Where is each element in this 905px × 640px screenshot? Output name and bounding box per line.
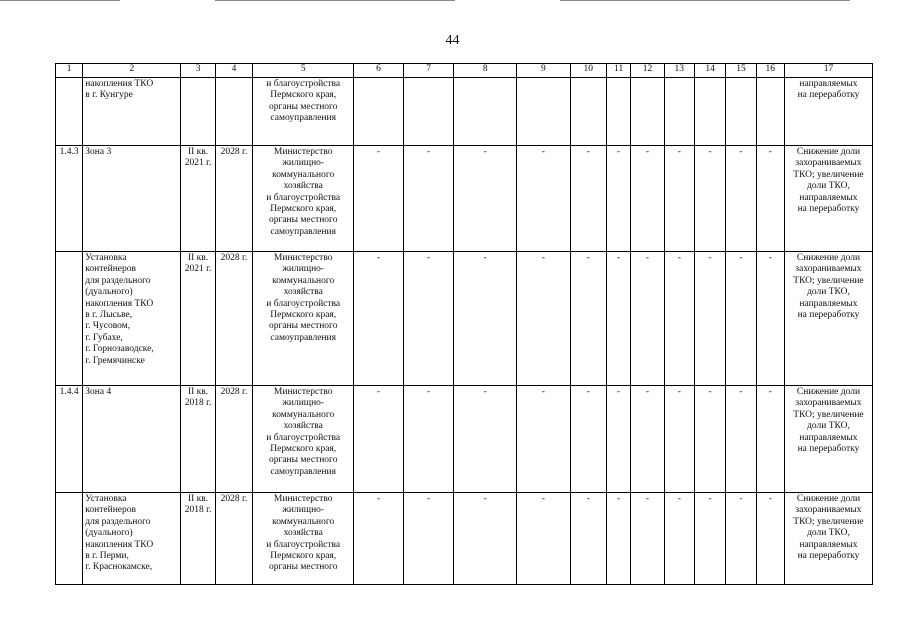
expected-result-cell-line: на переработку: [797, 310, 860, 321]
start-period-cell-line: II кв.: [187, 387, 209, 397]
expected-result-cell-line: Снижение доли: [796, 147, 861, 157]
responsible-cell: [253, 146, 354, 252]
page-number: 44: [445, 33, 460, 48]
value-cell-col-8: -: [454, 386, 517, 493]
start-period-cell-line: II кв.: [187, 253, 209, 263]
start-period-cell: [181, 146, 215, 252]
value-cell-col-7: -: [403, 146, 454, 252]
responsible-cell-line: Министерство: [273, 387, 333, 397]
value-cell-col-6: -: [354, 493, 404, 585]
column-number-row: [56, 64, 873, 78]
responsible-cell-line: самоуправления: [270, 226, 337, 237]
table-row: [56, 252, 873, 386]
start-period-cell-line: 2021 г.: [184, 264, 212, 275]
responsible-cell-line: Министерство: [273, 253, 333, 263]
expected-result-cell-line: направляемых: [799, 432, 858, 443]
responsible-cell-line: органы местного: [268, 321, 338, 332]
column-number-1: 1: [56, 64, 83, 78]
measure-name-cell-line: контейнеров: [85, 264, 137, 275]
responsible-cell-line: жилищно-: [282, 264, 325, 275]
end-year-cell: 2028 г.: [215, 146, 252, 252]
value-cell-col-12: -: [631, 493, 664, 585]
value-cell-col-15: -: [726, 493, 756, 585]
value-cell-col-9: -: [517, 386, 571, 493]
value-cell-col-14: [694, 78, 725, 146]
column-number-15: 15: [726, 64, 756, 78]
value-cell-col-12: -: [631, 252, 664, 386]
expected-result-cell-line: направляемых: [799, 539, 858, 550]
end-year-cell: 2028 г.: [215, 493, 252, 585]
column-number-6: 6: [354, 64, 404, 78]
column-number-14: 14: [694, 64, 725, 78]
item-number-cell: 1.4.3: [56, 146, 83, 252]
measure-name-cell-line: Установка: [85, 253, 127, 263]
expected-result-cell-line: доли ТКО,: [807, 287, 850, 298]
start-period-cell: [181, 386, 215, 493]
start-period-cell-line: 2018 г.: [184, 505, 212, 516]
expected-result-cell-line: Снижение доли: [796, 253, 861, 263]
responsible-cell: [253, 78, 354, 146]
value-cell-col-10: -: [570, 252, 606, 386]
measure-name-cell-line: в г. Кунгуре: [85, 90, 133, 101]
item-number-cell: [56, 78, 83, 146]
start-period-cell-line: 2021 г.: [184, 158, 212, 169]
responsible-cell-line: самоуправления: [270, 466, 337, 477]
scan-top-edge-left: [0, 0, 120, 1]
measure-name-cell: [83, 493, 181, 585]
value-cell-col-15: -: [726, 252, 756, 386]
expected-result-cell-line: направляемых: [799, 79, 858, 89]
value-cell-col-13: -: [664, 146, 694, 252]
start-period-cell: [181, 252, 215, 386]
expected-result-cell-line: доли ТКО,: [807, 528, 850, 539]
column-number-11: 11: [607, 64, 631, 78]
responsible-cell-line: и благоустройства: [266, 192, 341, 203]
value-cell-col-13: -: [664, 252, 694, 386]
responsible-cell-line: Пермского края,: [270, 310, 337, 321]
value-cell-col-13: -: [664, 386, 694, 493]
responsible-cell-line: и благоустройства: [266, 298, 341, 309]
responsible-cell-line: коммунального: [272, 516, 335, 527]
start-period-cell-line: II кв.: [187, 494, 209, 504]
value-cell-col-16: [756, 78, 784, 146]
value-cell-col-7: -: [403, 493, 454, 585]
item-number-cell: [56, 252, 83, 386]
expected-result-cell-line: ТКО; увеличение: [793, 275, 864, 286]
table-row: [56, 146, 873, 252]
measure-name-cell-line: накопления ТКО: [85, 539, 154, 550]
column-number-9: 9: [517, 64, 571, 78]
measure-name-cell-line: Зона 3: [85, 147, 112, 157]
expected-result-cell-line: захораниваемых: [795, 158, 862, 169]
expected-result-cell-line: Снижение доли: [796, 494, 861, 504]
value-cell-col-14: -: [694, 146, 725, 252]
value-cell-col-11: -: [607, 146, 631, 252]
value-cell-col-10: [570, 78, 606, 146]
measure-name-cell-line: г. Гремячинске: [85, 355, 145, 366]
item-number-cell: 1.4.4: [56, 386, 83, 493]
column-number-7: 7: [403, 64, 454, 78]
responsible-cell-line: Пермского края,: [270, 551, 337, 562]
responsible-cell-line: коммунального: [272, 169, 335, 180]
measures-table: [55, 63, 873, 585]
value-cell-col-12: -: [631, 146, 664, 252]
responsible-cell-line: Министерство: [273, 147, 333, 157]
column-number-12: 12: [631, 64, 664, 78]
value-cell-col-13: -: [664, 493, 694, 585]
start-period-cell: [181, 78, 215, 146]
responsible-cell-line: самоуправления: [270, 113, 337, 124]
value-cell-col-11: -: [607, 493, 631, 585]
expected-result-cell-line: на переработку: [797, 90, 860, 101]
column-number-5: 5: [253, 64, 354, 78]
start-period-cell-line: II кв.: [187, 147, 209, 157]
expected-result-cell-line: Снижение доли: [796, 387, 861, 397]
responsible-cell-line: жилищно-: [282, 398, 325, 409]
value-cell-col-11: -: [607, 252, 631, 386]
responsible-cell-line: хозяйства: [283, 528, 323, 539]
column-number-16: 16: [756, 64, 784, 78]
expected-result-cell-line: на переработку: [797, 204, 860, 215]
responsible-cell-line: хозяйства: [283, 287, 323, 298]
responsible-cell-line: хозяйства: [283, 181, 323, 192]
measure-name-cell: [83, 252, 181, 386]
responsible-cell: [253, 386, 354, 493]
responsible-cell-line: Пермского края,: [270, 444, 337, 455]
value-cell-col-11: [607, 78, 631, 146]
measure-name-cell-line: (дуального): [85, 528, 133, 539]
value-cell-col-15: [726, 78, 756, 146]
responsible-cell-line: и благоустройства: [266, 539, 341, 550]
responsible-cell-line: самоуправления: [270, 332, 337, 343]
responsible-cell-line: Пермского края,: [270, 90, 337, 101]
expected-result-cell-line: ТКО; увеличение: [793, 409, 864, 420]
column-number-4: 4: [215, 64, 252, 78]
measure-name-cell-line: для раздельного: [85, 516, 151, 527]
value-cell-col-8: [454, 78, 517, 146]
start-period-cell-line: 2018 г.: [184, 398, 212, 409]
responsible-cell-line: Министерство: [273, 494, 333, 504]
measure-name-cell-line: в г. Перми,: [85, 551, 129, 562]
responsible-cell: [253, 252, 354, 386]
value-cell-col-7: [403, 78, 454, 146]
measure-name-cell-line: г. Горнозаводске,: [85, 344, 154, 355]
expected-result-cell: [784, 146, 872, 252]
end-year-cell: [215, 78, 252, 146]
value-cell-col-12: -: [631, 386, 664, 493]
value-cell-col-13: [664, 78, 694, 146]
column-number-8: 8: [454, 64, 517, 78]
responsible-cell-line: органы местного: [268, 455, 338, 466]
value-cell-col-8: -: [454, 146, 517, 252]
value-cell-col-6: -: [354, 252, 404, 386]
expected-result-cell-line: захораниваемых: [795, 264, 862, 275]
responsible-cell-line: органы местного: [268, 215, 338, 226]
value-cell-col-16: -: [756, 493, 784, 585]
table-row: [56, 386, 873, 493]
value-cell-col-14: -: [694, 252, 725, 386]
value-cell-col-15: -: [726, 386, 756, 493]
measure-name-cell-line: г. Губахе,: [85, 332, 123, 343]
measure-name-cell-line: (дуального): [85, 287, 133, 298]
value-cell-col-9: [517, 78, 571, 146]
value-cell-col-12: [631, 78, 664, 146]
responsible-cell-line: и благоустройства: [266, 432, 341, 443]
responsible-cell-line: Пермского края,: [270, 204, 337, 215]
value-cell-col-10: -: [570, 386, 606, 493]
value-cell-col-14: -: [694, 386, 725, 493]
expected-result-cell-line: доли ТКО,: [807, 421, 850, 432]
measure-name-cell-line: Зона 4: [85, 387, 112, 397]
value-cell-col-8: -: [454, 252, 517, 386]
item-number-cell: [56, 493, 83, 585]
measure-name-cell-line: контейнеров: [85, 505, 137, 516]
column-number-2: 2: [83, 64, 181, 78]
responsible-cell: [253, 493, 354, 585]
expected-result-cell-line: захораниваемых: [795, 505, 862, 516]
value-cell-col-16: -: [756, 146, 784, 252]
table-row: [56, 493, 873, 585]
expected-result-cell-line: ТКО; увеличение: [793, 169, 864, 180]
responsible-cell-line: жилищно-: [282, 505, 325, 516]
value-cell-col-6: [354, 78, 404, 146]
measure-name-cell: [83, 78, 181, 146]
measure-name-cell-line: г. Краснокамске,: [85, 562, 153, 573]
expected-result-cell-line: направляемых: [799, 192, 858, 203]
expected-result-cell: [784, 78, 872, 146]
expected-result-cell-line: ТКО; увеличение: [793, 516, 864, 527]
start-period-cell: [181, 493, 215, 585]
value-cell-col-9: -: [517, 493, 571, 585]
measure-name-cell-line: накопления ТКО: [85, 79, 154, 89]
value-cell-col-6: -: [354, 146, 404, 252]
expected-result-cell-line: на переработку: [797, 444, 860, 455]
scan-top-edge-right: [560, 0, 850, 1]
measure-name-cell-line: в г. Лысьве,: [85, 310, 133, 321]
measure-name-cell: [83, 386, 181, 493]
value-cell-col-14: -: [694, 493, 725, 585]
measure-name-cell-line: для раздельного: [85, 275, 151, 286]
responsible-cell-line: коммунального: [272, 409, 335, 420]
expected-result-cell: [784, 493, 872, 585]
responsible-cell-line: коммунального: [272, 275, 335, 286]
responsible-cell-line: хозяйства: [283, 421, 323, 432]
column-number-13: 13: [664, 64, 694, 78]
value-cell-col-11: -: [607, 386, 631, 493]
table-row: [56, 78, 873, 146]
value-cell-col-10: -: [570, 493, 606, 585]
value-cell-col-9: -: [517, 252, 571, 386]
column-number-17: 17: [784, 64, 872, 78]
end-year-cell: 2028 г.: [215, 386, 252, 493]
value-cell-col-7: -: [403, 252, 454, 386]
responsible-cell-line: органы местного: [268, 101, 338, 112]
measure-name-cell: [83, 146, 181, 252]
value-cell-col-16: -: [756, 252, 784, 386]
measure-name-cell-line: накопления ТКО: [85, 298, 154, 309]
expected-result-cell-line: направляемых: [799, 298, 858, 309]
scan-top-edge-mid: [215, 0, 455, 1]
value-cell-col-10: -: [570, 146, 606, 252]
expected-result-cell: [784, 386, 872, 493]
value-cell-col-7: -: [403, 386, 454, 493]
expected-result-cell-line: доли ТКО,: [807, 181, 850, 192]
value-cell-col-9: -: [517, 146, 571, 252]
measure-name-cell-line: г. Чусовом,: [85, 321, 131, 332]
responsible-cell-line: органы местного: [268, 562, 338, 573]
value-cell-col-16: -: [756, 386, 784, 493]
column-number-3: 3: [181, 64, 215, 78]
responsible-cell-line: и благоустройства: [266, 79, 341, 89]
expected-result-cell: [784, 252, 872, 386]
value-cell-col-6: -: [354, 386, 404, 493]
column-number-10: 10: [570, 64, 606, 78]
expected-result-cell-line: на переработку: [797, 551, 860, 562]
expected-result-cell-line: захораниваемых: [795, 398, 862, 409]
measure-name-cell-line: Установка: [85, 494, 127, 504]
responsible-cell-line: жилищно-: [282, 158, 325, 169]
end-year-cell: 2028 г.: [215, 252, 252, 386]
value-cell-col-8: -: [454, 493, 517, 585]
value-cell-col-15: -: [726, 146, 756, 252]
